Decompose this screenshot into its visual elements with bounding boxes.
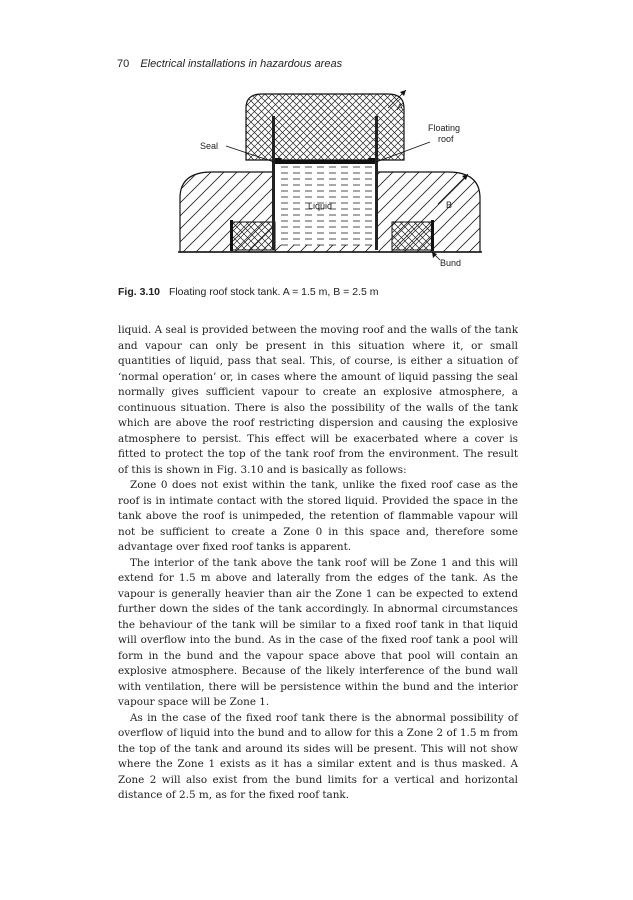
floating-roof-label-line2: roof [438, 134, 454, 144]
tank-wall-left [272, 116, 275, 250]
page-number: 70 [117, 58, 130, 70]
paragraph: liquid. A seal is provided between the moving roof and the walls of the tank and vapour can only be present in this situation where it, or small quantities of liquid, pass that seal. This, of course, is either a situation of ‘normal operation’ or, in cases where the amount of liquid passing the seal normally gives sufficient vapour to create an explosive atmosphere, a continuous situation. There is also the possibility of the walls of the tank which are above the roof restricting dispersion and causing the explosive atmosphere to persist. This effect will be exacerbated where a cover is fitted to protect the top of the tank roof from the environment. The result of this is shown in Fig. 3.10 and is basically as follows: [118, 324, 518, 476]
paragraph: As in the case of the fixed roof tank there is the abnormal possibility of overflow of liquid into the bund and to allow for this a Zone 2 of 1.5 m from the top of the tank and around its sides will be present. This will not show where the Zone 1 exists as it has a similar extent and is thus masked. A Zone 2 will also exist from the bund limits for a vertical and horizontal distance of 2.5 m, as for the fixed roof tank. [118, 711, 518, 801]
dimension-a-label: A [397, 102, 404, 112]
bund-wall-left [230, 220, 233, 251]
running-head [117, 58, 342, 70]
floating-roof-tank-figure [160, 80, 500, 280]
paragraph: The interior of the tank above the tank roof will be Zone 1 and this will extend for 1.5 m above and laterally from the edges of the tank. As the vapour is generally heavier than air the Zone 1 can be expected to extend further down the sides of the tank accordingly. In abnormal circumstances the behaviour of the tank will be similar to a fixed roof tank in that liquid will overflow into the bund. As in the case of the fixed roof tank a pool will form in the bund and the vapour space above that pool will contain an explosive atmosphere. Because of the likely interference of the bund wall with ventilation, there will be persistence within the bund and the interior vapour space will be Zone 1. [118, 556, 518, 708]
figure-caption [118, 286, 378, 298]
bund-wall-right [431, 220, 434, 251]
body-text [118, 323, 518, 804]
zone-a-area [246, 94, 404, 160]
bund-left-area [232, 222, 275, 250]
tank-wall-right [375, 116, 378, 250]
running-title: Electrical installations in hazardous areas [140, 58, 343, 70]
seal-label: Seal [200, 141, 219, 151]
liquid-label: Liquid [307, 201, 333, 211]
dimension-b-label: B [446, 200, 453, 210]
floating-roof [275, 160, 375, 164]
figure-caption-label: Fig. 3.10 [118, 286, 161, 298]
floating-roof-label-line1: Floating [428, 123, 461, 133]
bund-right-area [392, 222, 432, 250]
paragraph: Zone 0 does not exist within the tank, unlike the fixed roof case as the roof is in intimate contact with the stored liquid. Provided the space in the tank above the roof is unimpeded, the retention of flammable vapour will not be sufficient to create a Zone 0 in this space and, therefore some advantage over fixed roof tanks is apparent. [118, 479, 518, 553]
bund-label: Bund [440, 258, 462, 268]
figure-caption-text: Floating roof stock tank. A = 1.5 m, B = 2.5 m [168, 286, 379, 298]
